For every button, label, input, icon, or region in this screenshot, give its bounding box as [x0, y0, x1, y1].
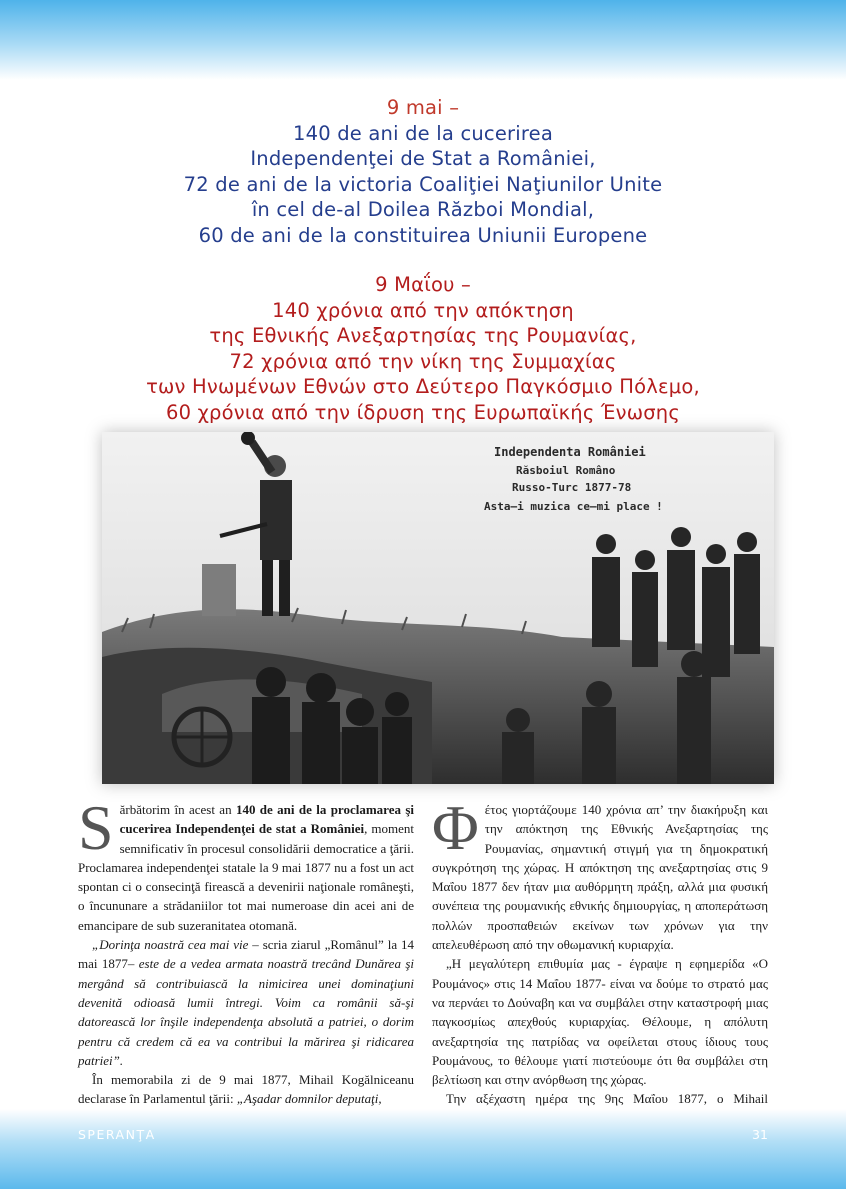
paragraph: Την αξέχαστη ημέρα της 9ης Μαΐου 1877, ο Mihail [446, 1091, 768, 1107]
paragraph [78, 935, 414, 1070]
headline-gr-line: 72 χρόνια από την νίκη της Συμμαχίας [229, 349, 617, 373]
postcard-illustration [102, 432, 774, 784]
headline-gr-line: 9 Μαΐου – [375, 273, 471, 296]
headline-ro-line: în cel de-al Doilea Război Mondial, [251, 198, 595, 221]
magazine-name: SPERANŢA [78, 1127, 156, 1142]
drop-cap: Φ [432, 792, 479, 863]
headline-ro-line: Independenţei de Stat a României, [250, 147, 596, 170]
postcard-caption-line: Răsboiul Româno [516, 464, 616, 477]
bottom-color-band [0, 1109, 846, 1189]
top-color-band [0, 0, 846, 80]
paragraph [78, 1070, 414, 1109]
drop-cap: S [78, 792, 114, 863]
article-column-romanian [78, 792, 414, 1109]
paragraph [78, 792, 414, 935]
text-run: ărbătorim în acest an [119, 802, 236, 817]
bold-text: 140 de ani de la proclamarea şi cucerirea Independenţei de stat a României [119, 802, 414, 837]
quote-text: este de a vedea armata noastră trecând Dunărea şi mergând să contribuiască la nimicirea unei dominaţiuni devenită odioasă lumii întregi. Voim ca românii să-şi datorească lor înşile independenţa absolută a patriei, o dorim pentru că credem că ea va contribui la mărirea şi ridicarea patriei”. [78, 956, 414, 1068]
headline-ro-line: 72 de ani de la victoria Coaliţiei Naţiunilor Unite [183, 172, 663, 196]
text-run: , moment semnificativ în procesul consolidării democratice a ţării. Proclamarea independenţei statale la 9 mai 1877 nu a fost un act spontan ci o consecinţă firească a devenirii naţionale româneşti, o încununare a strădaniilor tot mai numeroase din acei ani de emancipare de sub suzeranitatea otomană. [78, 821, 414, 933]
headline-gr-line: 140 χρόνια από την απόκτηση [272, 298, 574, 322]
headline-ro-line: 9 mai – [386, 96, 460, 119]
headline-ro-line: 140 de ani de la cucerirea [292, 121, 554, 145]
quote-text: „Aşadar domnilor deputaţi, [236, 1091, 382, 1107]
quote-text: „Dorinţa noastră cea mai vie [92, 937, 249, 953]
text-run: În memorabila zi de 9 mai 1877, Mihail Kogălniceanu declarase în Parlamentul ţării: [78, 1072, 414, 1107]
headline-greek [40, 272, 806, 425]
postcard-caption-title: Independenta României [494, 445, 646, 459]
paragraph [432, 792, 768, 954]
text-run: έτος γιορτάζουμε 140 χρόνια απ’ την διακήρυξη και την απόκτηση της Εθνικής Ανεξαρτησίας της Ρουμανίας, σημαντική στιγμή για τη δημοκρατική συγκρότηση της χώρας. Η απόκτηση της ανεξαρτησίας στις 9 Μαΐου 1877 δεν ήταν μια αυθόρμητη πράξη, αλλά μια φυσική συνέπεια της ρουμανικής εθνικής δημιουργίας, η αποπεράτωση πολλών προσπαθειών εκείνων των χρόνων για την απελευθέρωση από την οθωμανική κυριαρχία. [432, 802, 768, 953]
text-run: – scria ziarul „Românul” la 14 mai 1877– [78, 937, 414, 972]
page-number: 31 [752, 1127, 768, 1142]
postcard-caption-motto: Asta—i muzica ce—mi place ! [484, 500, 663, 513]
headline-gr-line: των Ηνωμένων Εθνών στο Δεύτερο Παγκόσμιο Πόλεμο, [146, 375, 700, 398]
headline-ro-line: 60 de ani de la constituirea Uniunii Europene [198, 223, 648, 247]
historical-postcard-photo [102, 432, 774, 784]
article-column-greek [432, 792, 768, 1128]
headline-romanian [40, 95, 806, 248]
headline-gr-line: 60 χρόνια από την ίδρυση της Ευρωπαϊκής Ένωσης [165, 400, 681, 424]
postcard-caption-line: Russo-Turc 1877-78 [512, 481, 632, 494]
headline-gr-line: της Εθνικής Ανεξαρτησίας της Ρουμανίας, [209, 324, 637, 347]
paragraph: „Η μεγαλύτερη επιθυμία μας - έγραψε η εφημερίδα «Ο Ρουμάνος» στις 14 Μαΐου 1877- είναι να δούμε το στρατό μας να περνάει το Δούναβη και να συμβάλει στην καταστροφή μιας παγκοσμίως απεχθούς κυριαρχίας. Θέλουμε, η απόλυτη ανεξαρτησία της πατρίδας να οφείλεται στους ίδιους τους Ρουμάνους, το θέλουμε γιατί πιστεύουμε ότι θα συμβάλει στη βελτίωση και στην ανόρθωση της χώρας. [432, 956, 768, 1088]
